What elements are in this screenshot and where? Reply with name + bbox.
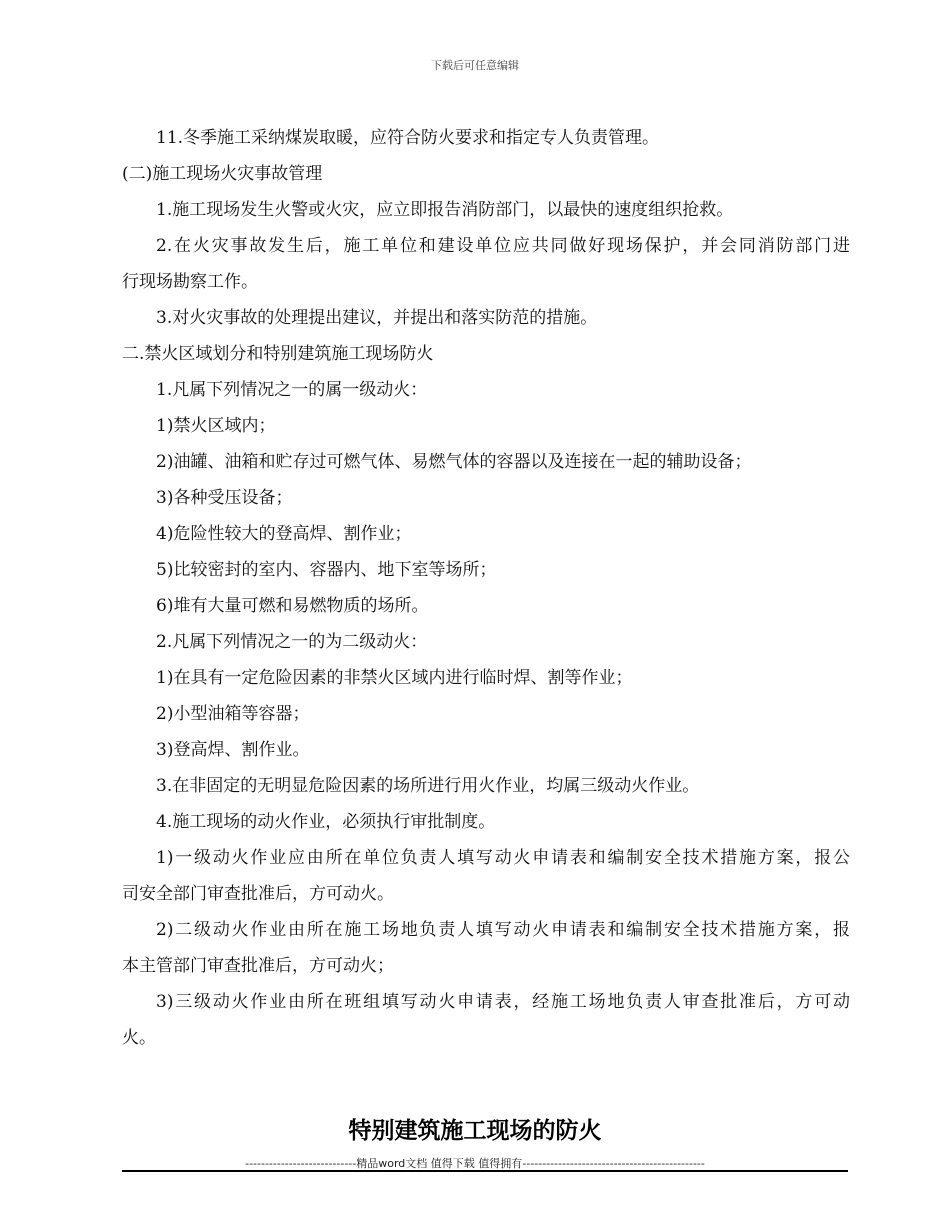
list-item: 1)一级动火作业应由所在单位负责人填写动火申请表和编制安全技术措施方案，报公 [156, 848, 850, 868]
list-item: 3)各种受压设备； [156, 488, 293, 508]
list-item: 1)禁火区域内； [156, 416, 276, 436]
paragraph-line: 11.冬季施工采纳煤炭取暖，应符合防火要求和指定专人负责管理。 [156, 128, 660, 148]
list-item: 2)小型油箱等容器； [156, 704, 310, 724]
list-item-continuation: 火。 [122, 1028, 156, 1048]
list-item-continuation: 司安全部门审查批准后，方可动火。 [122, 884, 394, 904]
paragraph-line: 4.施工现场的动火作业，必须执行审批制度。 [156, 812, 496, 832]
paragraph-line: 1.凡属下列情况之一的属一级动火： [156, 380, 428, 400]
paragraph-line: 1.施工现场发生火警或火灾，应立即报告消防部门，以最快的速度组织抢救。 [156, 200, 734, 220]
footer-divider [122, 1170, 848, 1172]
paragraph-line: 2.凡属下列情况之一的为二级动火： [156, 632, 428, 652]
paragraph-line: 行现场勘察工作。 [122, 272, 258, 292]
list-item: 3)登高焊、割作业。 [156, 740, 310, 760]
list-item: 5)比较密封的室内、容器内、地下室等场所； [156, 560, 497, 580]
document-body [122, 120, 850, 1056]
footer-note: ----------------------------精品word文档 值得下载 值得拥有---------------------------------------------- [245, 1157, 705, 1170]
list-item: 3)三级动火作业由所在班组填写动火申请表，经施工场地负责人审查批准后，方可动 [156, 992, 850, 1012]
paragraph-line: 3.对火灾事故的处理提出建议，并提出和落实防范的措施。 [156, 308, 598, 328]
subsection-heading: (二)施工现场火灾事故管理 [122, 164, 323, 184]
section-heading: 二.禁火区域划分和特别建筑施工现场防火 [122, 344, 434, 364]
list-item: 6)堆有大量可燃和易燃物质的场所。 [156, 596, 429, 616]
paragraph-line: 3.在非固定的无明显危险因素的场所进行用火作业，均属三级动火作业。 [156, 776, 700, 796]
list-item: 4)危险性较大的登高焊、割作业； [156, 524, 412, 544]
list-item: 1)在具有一定危险因素的非禁火区域内进行临时焊、割等作业； [156, 668, 633, 688]
section-title: 特别建筑施工现场的防火 [348, 1118, 602, 1144]
list-item: 2)二级动火作业由所在施工场地负责人填写动火申请表和编制安全技术措施方案，报 [156, 920, 850, 940]
paragraph-line: 2.在火灾事故发生后，施工单位和建设单位应共同做好现场保护，并会同消防部门进 [156, 236, 850, 256]
page-header-note: 下载后可任意编辑 [431, 59, 519, 72]
list-item: 2)油罐、油箱和贮存过可燃气体、易燃气体的容器以及连接在一起的辅助设备； [156, 452, 752, 472]
list-item-continuation: 本主管部门审查批准后，方可动火； [122, 956, 394, 976]
